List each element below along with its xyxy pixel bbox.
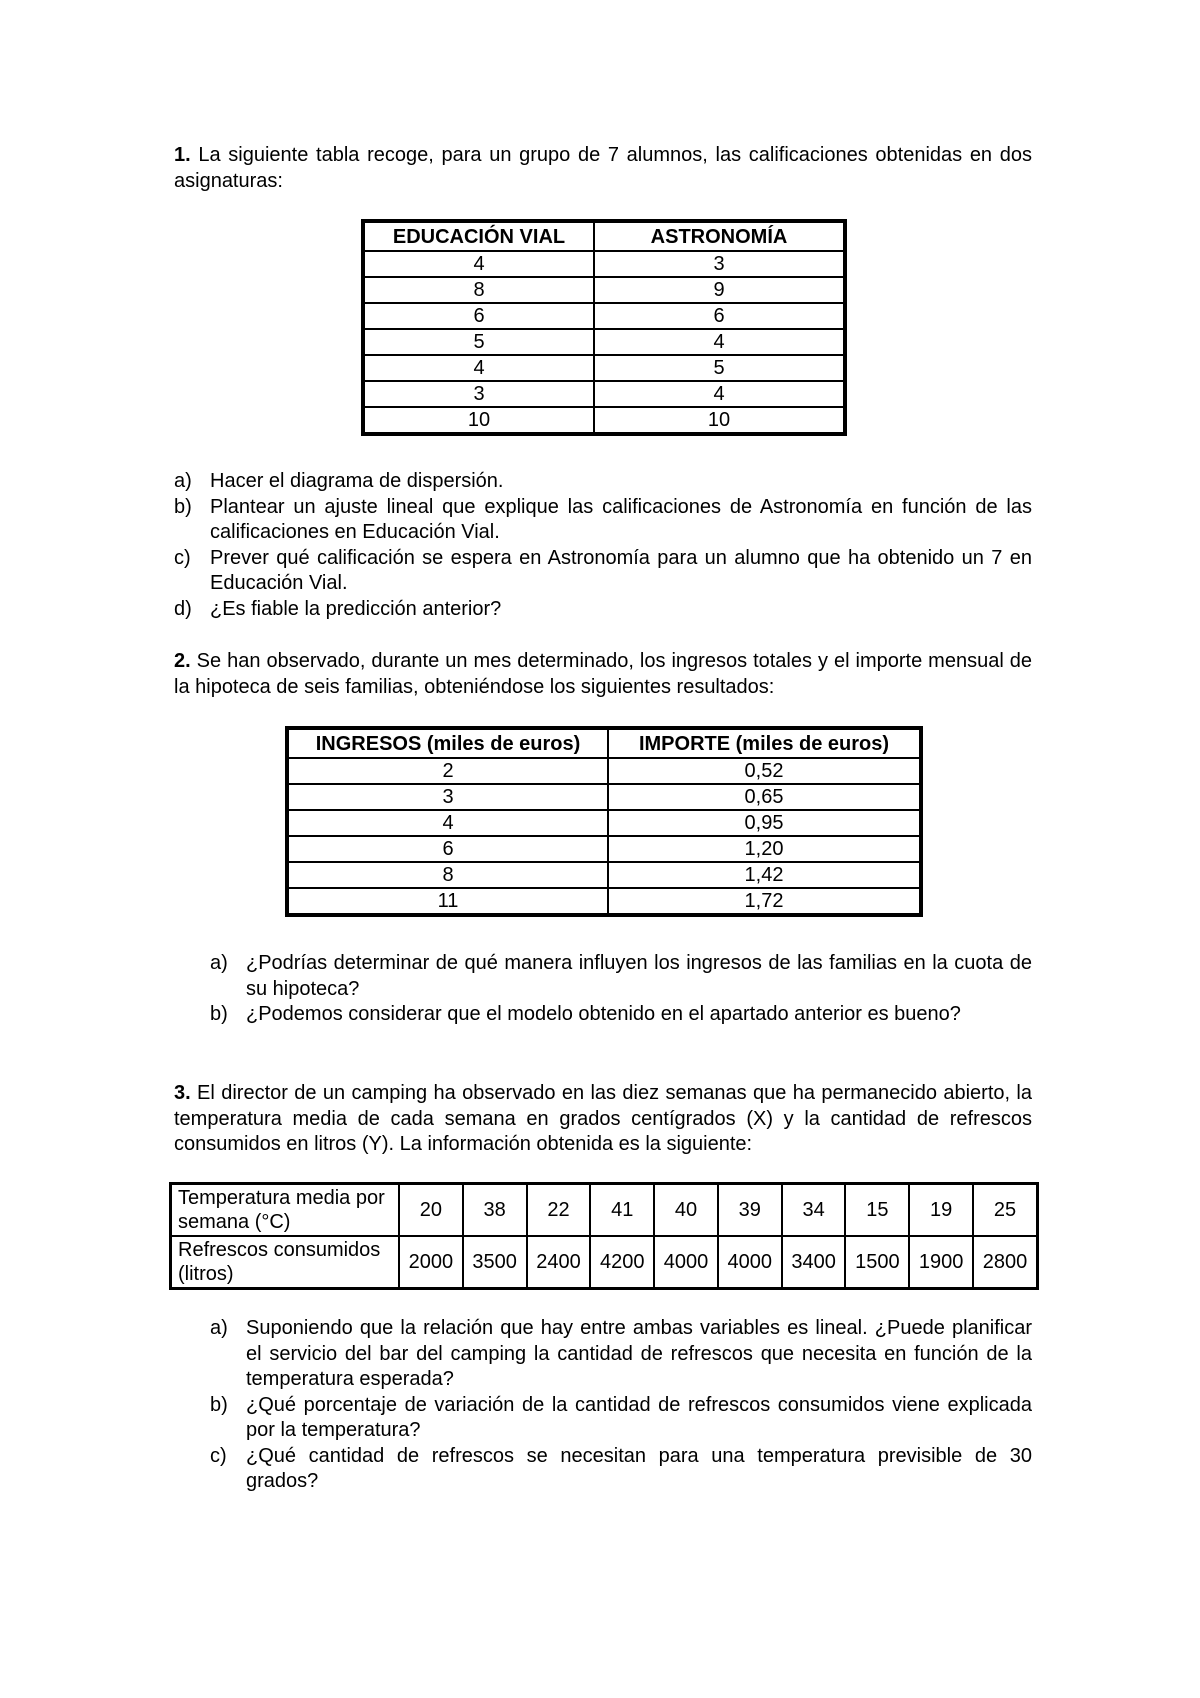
item-marker: b): [210, 1003, 228, 1025]
table-row: [287, 836, 921, 862]
table-cell: 1,42: [608, 862, 921, 888]
table-cell: 6: [287, 836, 608, 862]
table-cell: 9: [594, 277, 845, 303]
list-item: [210, 1393, 1032, 1444]
row-label: Temperatura media por semana (°C): [171, 1184, 400, 1237]
table-cell: 4: [363, 355, 594, 381]
table-cell: 20: [399, 1184, 463, 1237]
table-cell: 4: [363, 251, 594, 277]
item-marker: c): [174, 546, 191, 569]
list-item: [210, 1316, 1032, 1393]
item-text: ¿Podemos considerar que el modelo obtenido en el apartado anterior es bueno?: [246, 1003, 961, 1025]
table-row: [287, 888, 921, 915]
table-row: [287, 758, 921, 784]
exercise-3-number: 3.: [174, 1082, 191, 1104]
table-cell: 4: [287, 810, 608, 836]
list-item: [174, 469, 1032, 495]
table-cell: 1,20: [608, 836, 921, 862]
table-row: [363, 303, 845, 329]
table-cell: 1900: [909, 1236, 973, 1289]
table-cell: 10: [363, 407, 594, 434]
table-cell: 38: [463, 1184, 527, 1237]
table-cell: 3: [287, 784, 608, 810]
exercise-1-table: [361, 219, 847, 436]
table-cell: 1,72: [608, 888, 921, 915]
table-cell: 41: [590, 1184, 654, 1237]
item-marker: a): [210, 1317, 228, 1339]
table-row: [363, 407, 845, 434]
exercise-1-intro-text: La siguiente tabla recoge, para un grupo de 7 alumnos, las calificaciones obtenidas en dos asignaturas:: [174, 144, 1032, 192]
exercise-1-questions: [174, 469, 1032, 622]
table-header: EDUCACIÓN VIAL: [363, 221, 594, 251]
table-cell: 19: [909, 1184, 973, 1237]
table-cell: 0,65: [608, 784, 921, 810]
table-cell: 4200: [590, 1236, 654, 1289]
item-text: Plantear un ajuste lineal que explique las calificaciones de Astronomía en función de las calificaciones en Educación Vial.: [210, 495, 1032, 543]
item-marker: a): [174, 470, 192, 492]
table-header: ASTRONOMÍA: [594, 221, 845, 251]
item-marker: b): [210, 1393, 228, 1416]
table-row: [363, 329, 845, 355]
table-cell: 4: [594, 329, 845, 355]
table-header: IMPORTE (miles de euros): [608, 728, 921, 758]
item-text: Hacer el diagrama de dispersión.: [210, 470, 504, 492]
exercise-3-table: [169, 1182, 1039, 1290]
table-cell: 11: [287, 888, 608, 915]
table-cell: 1500: [845, 1236, 909, 1289]
table-row: [171, 1236, 1038, 1289]
exercise-2-intro-text: Se han observado, durante un mes determinado, los ingresos totales y el importe mensual de la hipoteca de seis familias, obteniéndose los siguientes resultados:: [174, 650, 1032, 698]
table-row: [287, 810, 921, 836]
list-item: [174, 597, 1032, 623]
table-cell: 39: [718, 1184, 782, 1237]
table-cell: 6: [363, 303, 594, 329]
table-cell: 40: [654, 1184, 718, 1237]
item-marker: d): [174, 597, 192, 620]
table-row: [171, 1184, 1038, 1237]
table-row: [363, 355, 845, 381]
exercise-2-intro: [174, 649, 1032, 700]
item-text: Prever qué calificación se espera en Astronomía para un alumno que ha obtenido un 7 en Educación Vial.: [210, 546, 1032, 594]
list-item: [210, 1444, 1032, 1495]
item-marker: c): [210, 1444, 227, 1467]
table-cell: 3500: [463, 1236, 527, 1289]
exercise-3-questions: [210, 1316, 1032, 1495]
exercise-2-number: 2.: [174, 650, 191, 672]
table-cell: 6: [594, 303, 845, 329]
table-cell: 22: [527, 1184, 591, 1237]
item-text: ¿Es fiable la predicción anterior?: [210, 597, 502, 620]
exercise-2-table: [285, 726, 923, 917]
table-cell: 4000: [654, 1236, 718, 1289]
exercise-3-intro-text: El director de un camping ha observado en las diez semanas que ha permanecido abierto, la temperatura media de cada semana en grados centígrados (X) y la cantidad de refrescos consumidos en litros (Y). La información obtenida es la siguiente:: [174, 1082, 1032, 1155]
table-cell: 34: [782, 1184, 846, 1237]
table-row: [287, 784, 921, 810]
table-row: [287, 862, 921, 888]
item-text: ¿Qué cantidad de refrescos se necesitan para una temperatura previsible de 30 grados?: [246, 1444, 1032, 1492]
table-cell: 2: [287, 758, 608, 784]
table-header: INGRESOS (miles de euros): [287, 728, 608, 758]
exercise-1-intro: [174, 143, 1032, 194]
exercise-3-intro: [174, 1081, 1032, 1158]
table-cell: 5: [594, 355, 845, 381]
list-item: [174, 495, 1032, 546]
table-cell: 8: [363, 277, 594, 303]
list-item: [210, 1002, 1032, 1028]
table-row: [363, 251, 845, 277]
item-marker: a): [210, 952, 228, 974]
item-marker: b): [174, 495, 192, 518]
table-cell: 3: [594, 251, 845, 277]
table-cell: 10: [594, 407, 845, 434]
list-item: [174, 546, 1032, 597]
table-cell: 8: [287, 862, 608, 888]
table-cell: 2000: [399, 1236, 463, 1289]
table-cell: 3400: [782, 1236, 846, 1289]
table-cell: 0,95: [608, 810, 921, 836]
table-cell: 4: [594, 381, 845, 407]
list-item: [210, 951, 1032, 1002]
table-row: [363, 277, 845, 303]
exercise-2-questions: [210, 951, 1032, 1028]
item-text: ¿Qué porcentaje de variación de la cantidad de refrescos consumidos viene explicada por la temperatura?: [246, 1393, 1032, 1441]
table-header-row: [363, 221, 845, 251]
table-cell: 2400: [527, 1236, 591, 1289]
table-cell: 3: [363, 381, 594, 407]
table-row: [363, 381, 845, 407]
table-header-row: [287, 728, 921, 758]
table-cell: 4000: [718, 1236, 782, 1289]
item-text: ¿Podrías determinar de qué manera influyen los ingresos de las familias en la cuota de su hipoteca?: [246, 952, 1032, 1000]
table-cell: 0,52: [608, 758, 921, 784]
table-cell: 5: [363, 329, 594, 355]
item-text: Suponiendo que la relación que hay entre ambas variables es lineal. ¿Puede planificar el servicio del bar del camping la cantidad de refrescos que necesita en función de la temperatura esperada?: [246, 1317, 1032, 1390]
row-label: Refrescos consumidos (litros): [171, 1236, 400, 1289]
exercise-1-number: 1.: [174, 144, 191, 166]
table-cell: 25: [973, 1184, 1037, 1237]
table-cell: 15: [845, 1184, 909, 1237]
table-cell: 2800: [973, 1236, 1037, 1289]
